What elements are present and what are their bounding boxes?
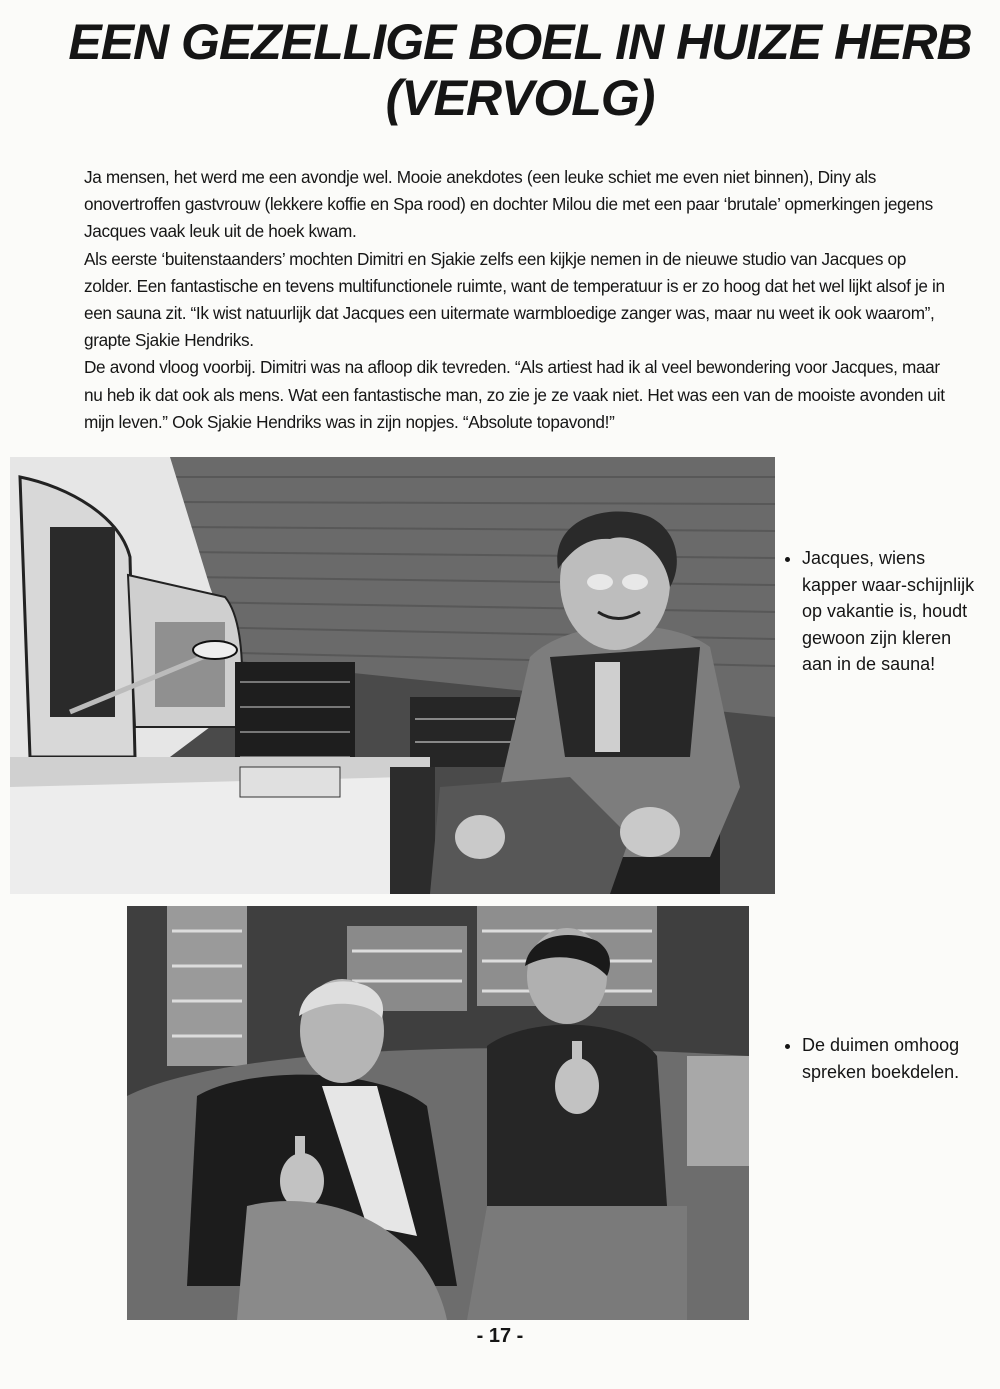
paragraph-2: Als eerste ‘buitenstaanders’ mochten Dimitri en Sjakie zelfs een kijkje nemen in de nieuwe studio van Jacques op zolder. Een fantastische en tevens multifunctionele ruimte, want de temperatuur is er zo hoog dat het wel lijkt alsof je in een sauna zit. “Ik wist natuurlijk dat Jacques een uitermate warmbloedige zanger was, maar nu weet ik ook waarom”, grapte Sjakie Hendriks.: [84, 248, 945, 351]
caption-thumbs-photo: [775, 1032, 980, 1085]
page-number: - 17 -: [476, 1325, 524, 1347]
article-title: [60, 14, 980, 126]
title-line-2: (VERVOLG): [385, 70, 655, 126]
studio-photo: [10, 457, 775, 894]
paragraph-3: De avond vloog voorbij. Dimitri was na afloop dik tevreden. “Als artiest had ik al veel bewondering voor Jacques, maar nu heb ik dat ook als mens. Wat een fantastische man, zo zie je ze vaak niet. Het was een van de mooiste avonden uit mijn leven.” Ook Sjakie Hendriks was in zijn nopjes. “Absolute topavond!”: [84, 357, 945, 432]
thumbs-up-photo: [127, 906, 749, 1320]
caption-thumbs-text: • De duimen omhoog spreken boekdelen.: [802, 1032, 980, 1085]
article-body: [84, 164, 956, 436]
title-line-1: EEN GEZELLIGE BOEL IN HUIZE HERB: [68, 14, 972, 70]
caption-studio-photo: [775, 545, 980, 678]
caption-studio-text: • Jacques, wiens kapper waar-schijnlijk op vakantie is, houdt gewoon zijn kleren aan in de sauna!: [802, 545, 980, 678]
paragraph-1: Ja mensen, het werd me een avondje wel. Mooie anekdotes (een leuke schiet me even niet binnen), Diny als onovertroffen gastvrouw (lekkere koffie en Spa rood) en dochter Milou die met een paar ‘brutale’ opmerkingen jegens Jacques vaak leuk uit de hoek kwam.: [84, 167, 933, 242]
